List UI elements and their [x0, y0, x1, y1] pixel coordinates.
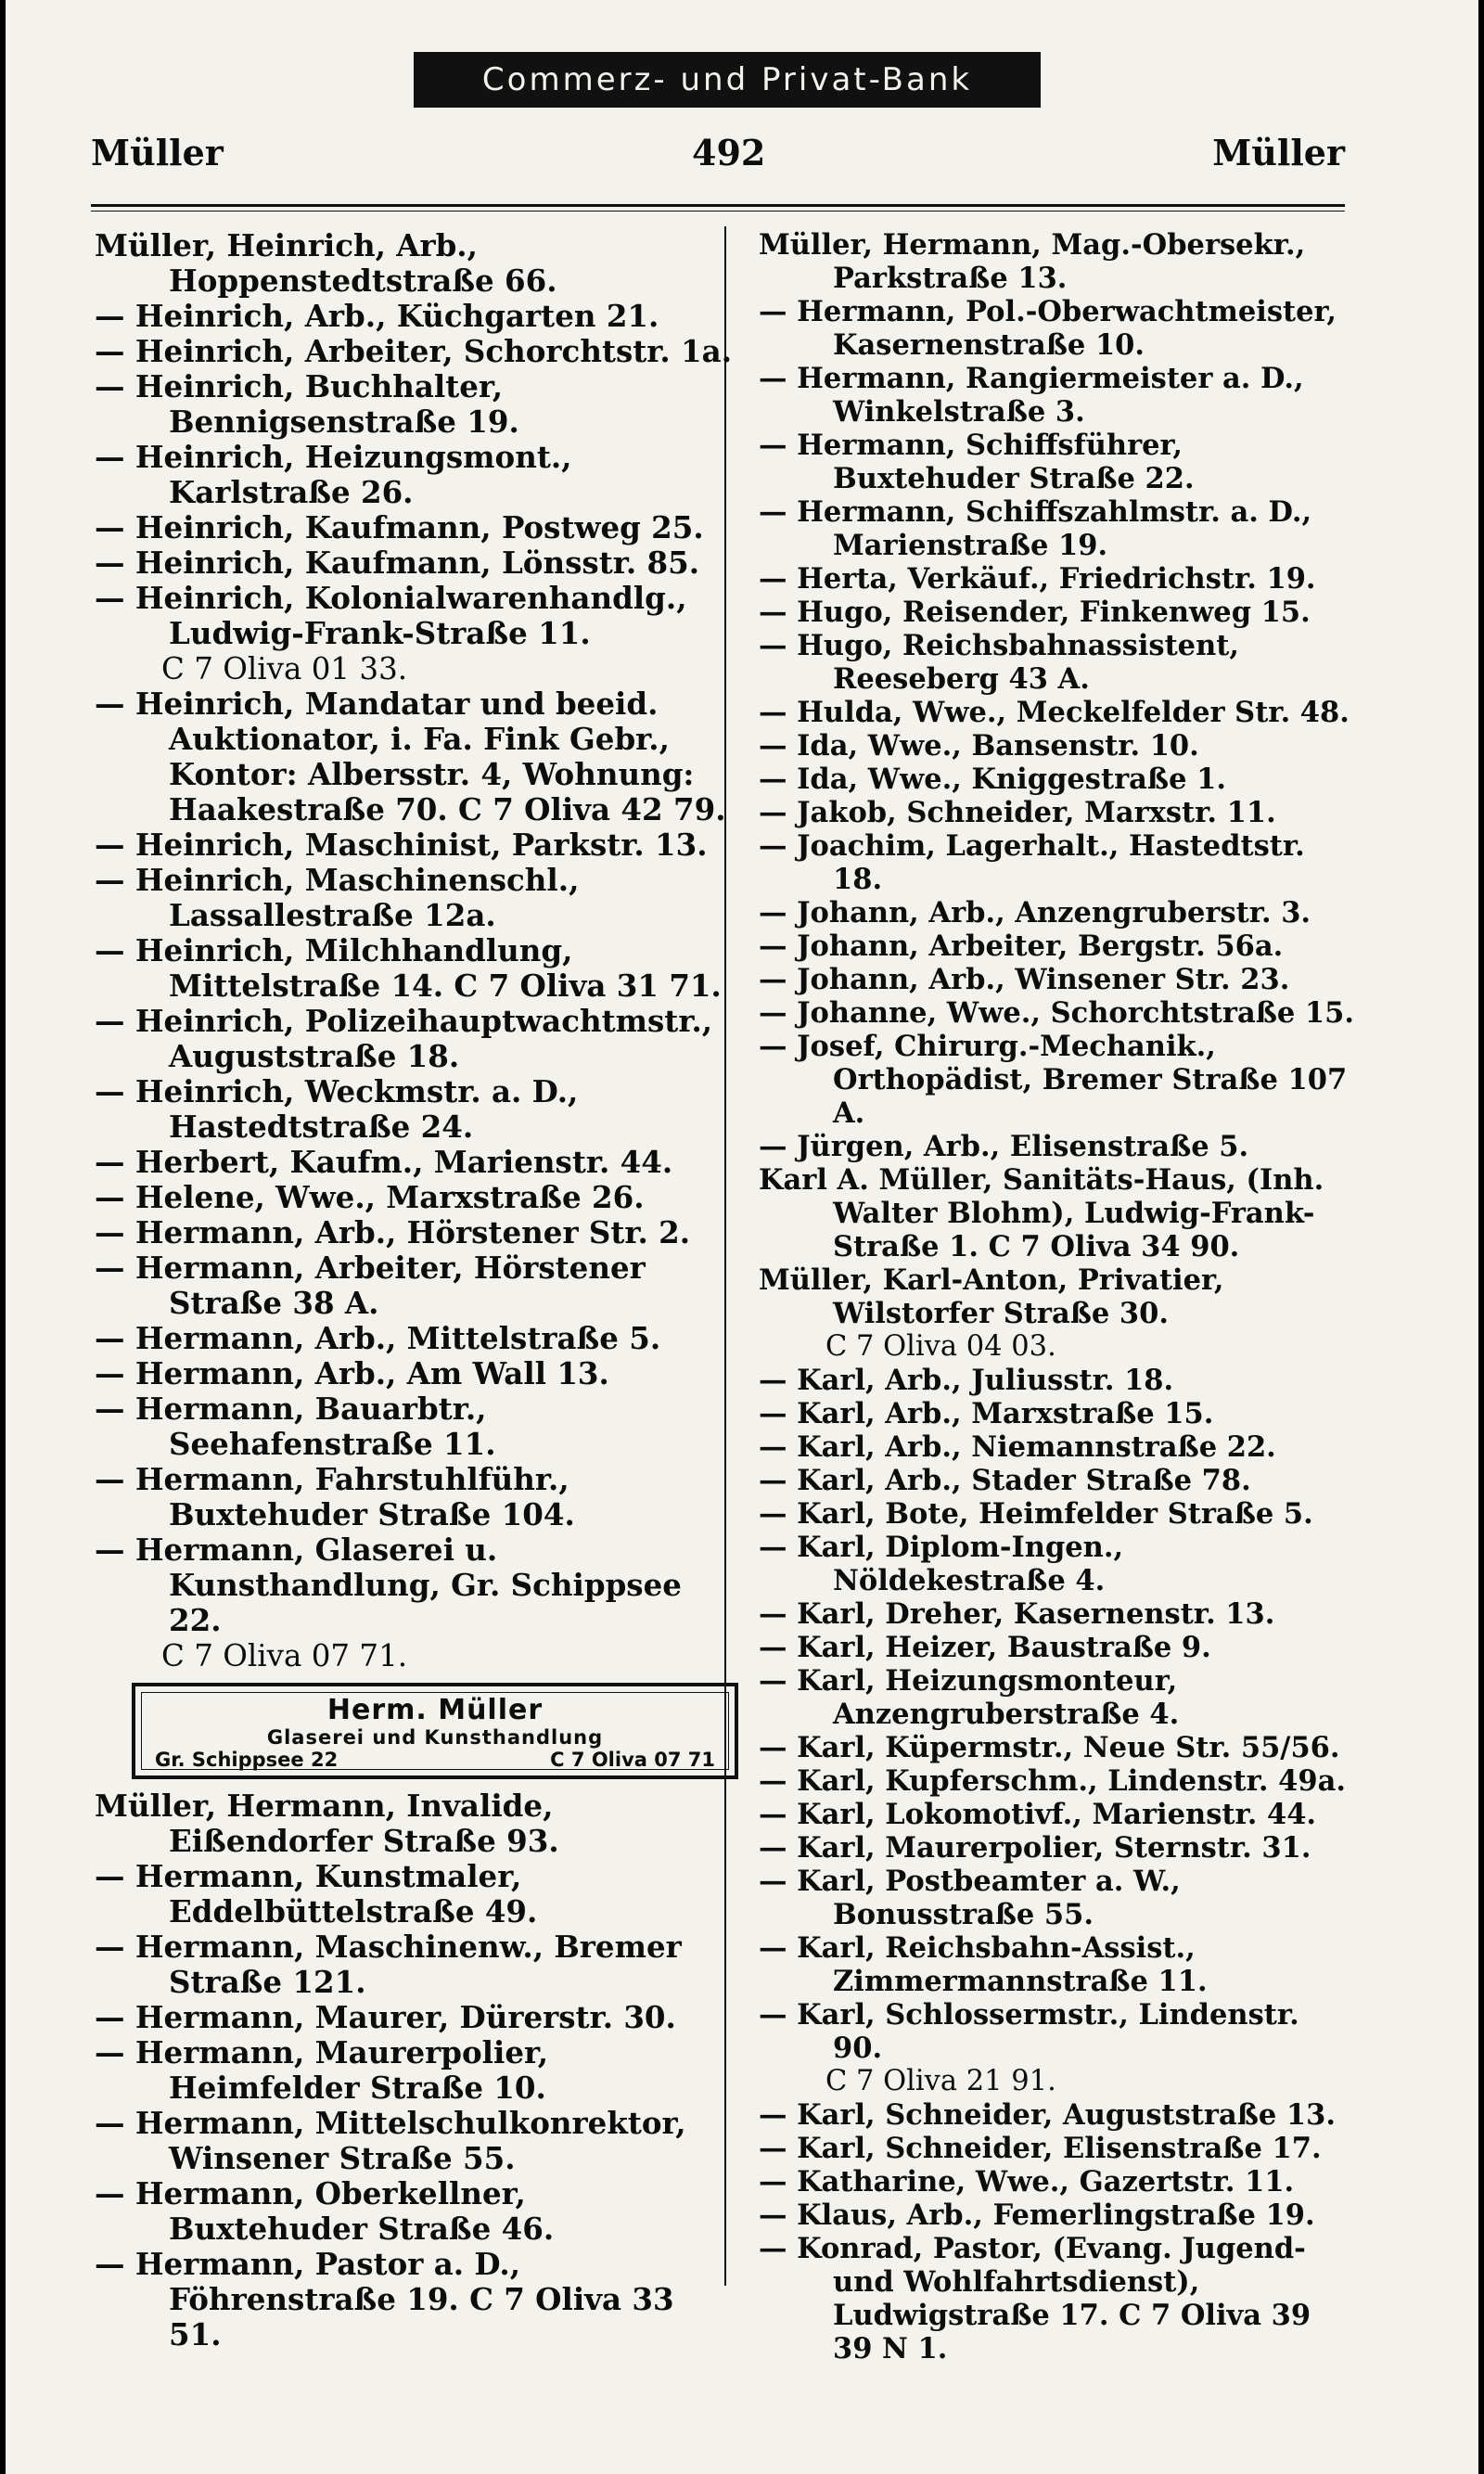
directory-entry: — Jürgen, Arb., Elisenstraße 5.	[759, 1130, 1249, 1163]
running-head-right: Müller	[1212, 132, 1345, 173]
directory-entry: Müller, Heinrich, Arb., Hoppenstedtstraße 66.	[95, 227, 557, 299]
directory-entry: — Hermann, Bauarbtr., Seehafenstraße 11.	[95, 1391, 496, 1462]
directory-entry: — Joachim, Lagerhalt., Hastedtstr. 18.	[759, 829, 1305, 896]
directory-entry: — Karl, Diplom-Ingen., Nöldekestraße 4.	[759, 1531, 1124, 1597]
directory-entry: — Hermann, Arb., Mittelstraße 5.	[95, 1320, 661, 1356]
directory-entry: — Karl, Arb., Niemannstraße 22.	[759, 1430, 1276, 1464]
directory-entry: — Hermann, Arb., Hörstener Str. 2.	[95, 1214, 691, 1250]
directory-entry: — Hermann, Maschinenw., Bremer Straße 121.	[95, 1929, 682, 2000]
directory-entry: — Johann, Arbeiter, Bergstr. 56a.	[759, 929, 1284, 963]
directory-entry: — Herbert, Kaufm., Marienstr. 44.	[95, 1144, 673, 1180]
directory-entry: Müller, Hermann, Mag.-Obersekr., Parkstraße 13.	[759, 228, 1306, 295]
directory-entry: — Hermann, Pol.-Oberwachtmeister, Kasernenstraße 10.	[759, 295, 1337, 362]
directory-entry: — Heinrich, Polizeihauptwachtmstr., Auguststraße 18.	[95, 1003, 713, 1074]
advertisement-box	[132, 1683, 738, 1779]
header-rule-thick	[91, 204, 1345, 207]
directory-entry: — Heinrich, Kolonialwarenhandlg., Ludwig-Frank-Straße 11.	[95, 580, 687, 651]
directory-entry: — Klaus, Arb., Femerlingstraße 19.	[759, 2198, 1315, 2232]
running-head-left: Müller	[91, 132, 224, 173]
directory-entry: — Hermann, Arbeiter, Hörstener Straße 38 A.	[95, 1250, 646, 1321]
directory-entry: — Johann, Arb., Anzengruberstr. 3.	[759, 896, 1311, 929]
phone-line: C 7 Oliva 04 03.	[825, 1330, 1056, 1363]
directory-entry: — Heinrich, Weckmstr. a. D., Hastedtstraße 24.	[95, 1073, 579, 1145]
directory-entry: — Ida, Wwe., Bansenstr. 10.	[759, 729, 1199, 763]
directory-entry: — Jakob, Schneider, Marxstr. 11.	[759, 796, 1276, 829]
phone-line: C 7 Oliva 07 71.	[161, 1638, 408, 1673]
directory-entry: — Hermann, Mittelschulkonrektor, Winsener Straße 55.	[95, 2105, 686, 2176]
bank-banner: Commerz- und Privat-Bank	[414, 52, 1041, 108]
advertisement-inner-border	[141, 1692, 729, 1770]
directory-entry: — Hugo, Reisender, Finkenweg 15.	[759, 596, 1311, 629]
directory-entry: — Hermann, Maurerpolier, Heimfelder Straße 10.	[95, 2034, 549, 2106]
directory-entry: — Johanne, Wwe., Schorchtstraße 15.	[759, 996, 1354, 1030]
phone-line: C 7 Oliva 21 91.	[825, 2065, 1056, 2097]
directory-entry: — Konrad, Pastor, (Evang. Jugend- und Wohlfahrtsdienst), Ludwigstraße 17. C 7 Oliva 39 39 N 1.	[759, 2232, 1311, 2365]
directory-entry: — Josef, Chirurg.-Mechanik., Orthopädist, Bremer Straße 107 A.	[759, 1030, 1348, 1130]
left-column	[95, 228, 735, 2352]
directory-entry: — Karl, Arb., Juliusstr. 18.	[759, 1364, 1174, 1397]
directory-entry: — Karl, Reichsbahn-Assist., Zimmermannstraße 11.	[759, 1931, 1208, 1998]
directory-entry: — Heinrich, Kaufmann, Postweg 25.	[95, 509, 704, 545]
directory-entry: — Karl, Kupferschm., Lindenstr. 49a.	[759, 1764, 1346, 1798]
directory-entry: Müller, Hermann, Invalide, Eißendorfer Straße 93.	[95, 1788, 559, 1859]
directory-entry: — Hugo, Reichsbahnassistent, Reeseberg 43 A.	[759, 629, 1239, 696]
directory-entry: — Ida, Wwe., Kniggestraße 1.	[759, 763, 1226, 796]
directory-entry: — Karl, Schlossermstr., Lindenstr. 90.	[759, 1998, 1299, 2065]
directory-entry: — Heinrich, Maschinist, Parkstr. 13.	[95, 827, 708, 863]
directory-entry: — Karl, Maurerpolier, Sternstr. 31.	[759, 1831, 1311, 1865]
directory-entry: — Heinrich, Milchhandlung, Mittelstraße 14. C 7 Oliva 31 71.	[95, 932, 722, 1004]
directory-entry: — Karl, Heizer, Baustraße 9.	[759, 1631, 1211, 1664]
directory-page	[6, 0, 1478, 2474]
directory-entry: — Hermann, Schiffszahlmstr. a. D., Marienstraße 19.	[759, 495, 1312, 562]
directory-entry: — Heinrich, Buchhalter, Bennigsenstraße 19.	[95, 368, 519, 440]
directory-entry: — Hermann, Kunstmaler, Eddelbüttelstraße 49.	[95, 1858, 538, 1929]
directory-entry: — Karl, Heizungsmonteur, Anzengruberstraße 4.	[759, 1664, 1180, 1731]
directory-entry: — Heinrich, Maschinenschl., Lassallestraße 12a.	[95, 862, 580, 933]
directory-entry: — Heinrich, Mandatar und beeid. Auktionator, i. Fa. Fink Gebr., Kontor: Albersstr. 4, Wohnung: Haakestraße 70. C 7 Oliva 42 79.	[95, 686, 726, 827]
directory-entry: — Heinrich, Heizungsmont., Karlstraße 26.	[95, 439, 572, 510]
phone-line: C 7 Oliva 01 33.	[161, 651, 408, 686]
directory-entry: — Johann, Arb., Winsener Str. 23.	[759, 963, 1290, 996]
directory-entry: — Heinrich, Arb., Küchgarten 21.	[95, 298, 659, 334]
directory-entry: — Hermann, Fahrstuhlführ., Buxtehuder Straße 104.	[95, 1461, 575, 1532]
directory-entry: — Hermann, Maurer, Dürerstr. 30.	[95, 1999, 676, 2035]
advertisement-subtitle: Glaserei und Kunsthandlung	[266, 1726, 604, 1749]
page-number: 492	[692, 132, 766, 173]
directory-entry: — Hermann, Glaserei u. Kunsthandlung, Gr. Schippsee 22.	[95, 1532, 682, 1638]
directory-entry: — Hulda, Wwe., Meckelfelder Str. 48.	[759, 696, 1350, 729]
advertisement-address: Gr. Schippsee 22	[155, 1749, 339, 1771]
directory-entry: Karl A. Müller, Sanitäts-Haus, (Inh. Walter Blohm), Ludwig-Frank-Straße 1. C 7 Oliva 34 90.	[759, 1163, 1324, 1263]
directory-entry: — Karl, Arb., Marxstraße 15.	[759, 1397, 1214, 1430]
directory-entry: — Heinrich, Kaufmann, Lönsstr. 85.	[95, 545, 700, 581]
directory-entry: — Hermann, Schiffsführer, Buxtehuder Straße 22.	[759, 429, 1195, 495]
directory-entry: — Herta, Verkäuf., Friedrichstr. 19.	[759, 562, 1316, 596]
header-rule-thin	[91, 211, 1345, 212]
directory-entry: Müller, Karl-Anton, Privatier, Wilstorfer Straße 30.	[759, 1263, 1224, 1330]
right-column	[759, 228, 1358, 2365]
advertisement-phone: C 7 Oliva 07 71	[550, 1749, 715, 1771]
directory-entry: — Heinrich, Arbeiter, Schorchtstr. 1a.	[95, 333, 733, 369]
directory-entry: — Karl, Dreher, Kasernenstr. 13.	[759, 1597, 1275, 1631]
directory-entry: — Karl, Bote, Heimfelder Straße 5.	[759, 1497, 1313, 1531]
directory-entry: — Karl, Schneider, Elisenstraße 17.	[759, 2132, 1322, 2165]
directory-entry: — Hermann, Arb., Am Wall 13.	[95, 1355, 609, 1391]
directory-entry: — Katharine, Wwe., Gazertstr. 11.	[759, 2165, 1295, 2198]
advertisement-name: Herm. Müller	[326, 1694, 544, 1726]
directory-entry: — Karl, Arb., Stader Straße 78.	[759, 1464, 1251, 1497]
directory-entry: — Hermann, Oberkellner, Buxtehuder Straße 46.	[95, 2175, 555, 2247]
directory-entry: — Karl, Küpermstr., Neue Str. 55/56.	[759, 1731, 1340, 1764]
directory-entry: — Karl, Schneider, Auguststraße 13.	[759, 2098, 1336, 2132]
directory-entry: — Helene, Wwe., Marxstraße 26.	[95, 1179, 645, 1215]
directory-entry: — Hermann, Rangiermeister a. D., Winkelstraße 3.	[759, 362, 1304, 429]
directory-entry: — Hermann, Pastor a. D., Föhrenstraße 19. C 7 Oliva 33 51.	[95, 2246, 674, 2352]
directory-entry: — Karl, Lokomotivf., Marienstr. 44.	[759, 1798, 1317, 1831]
directory-entry: — Karl, Postbeamter a. W., Bonusstraße 55.	[759, 1865, 1181, 1931]
